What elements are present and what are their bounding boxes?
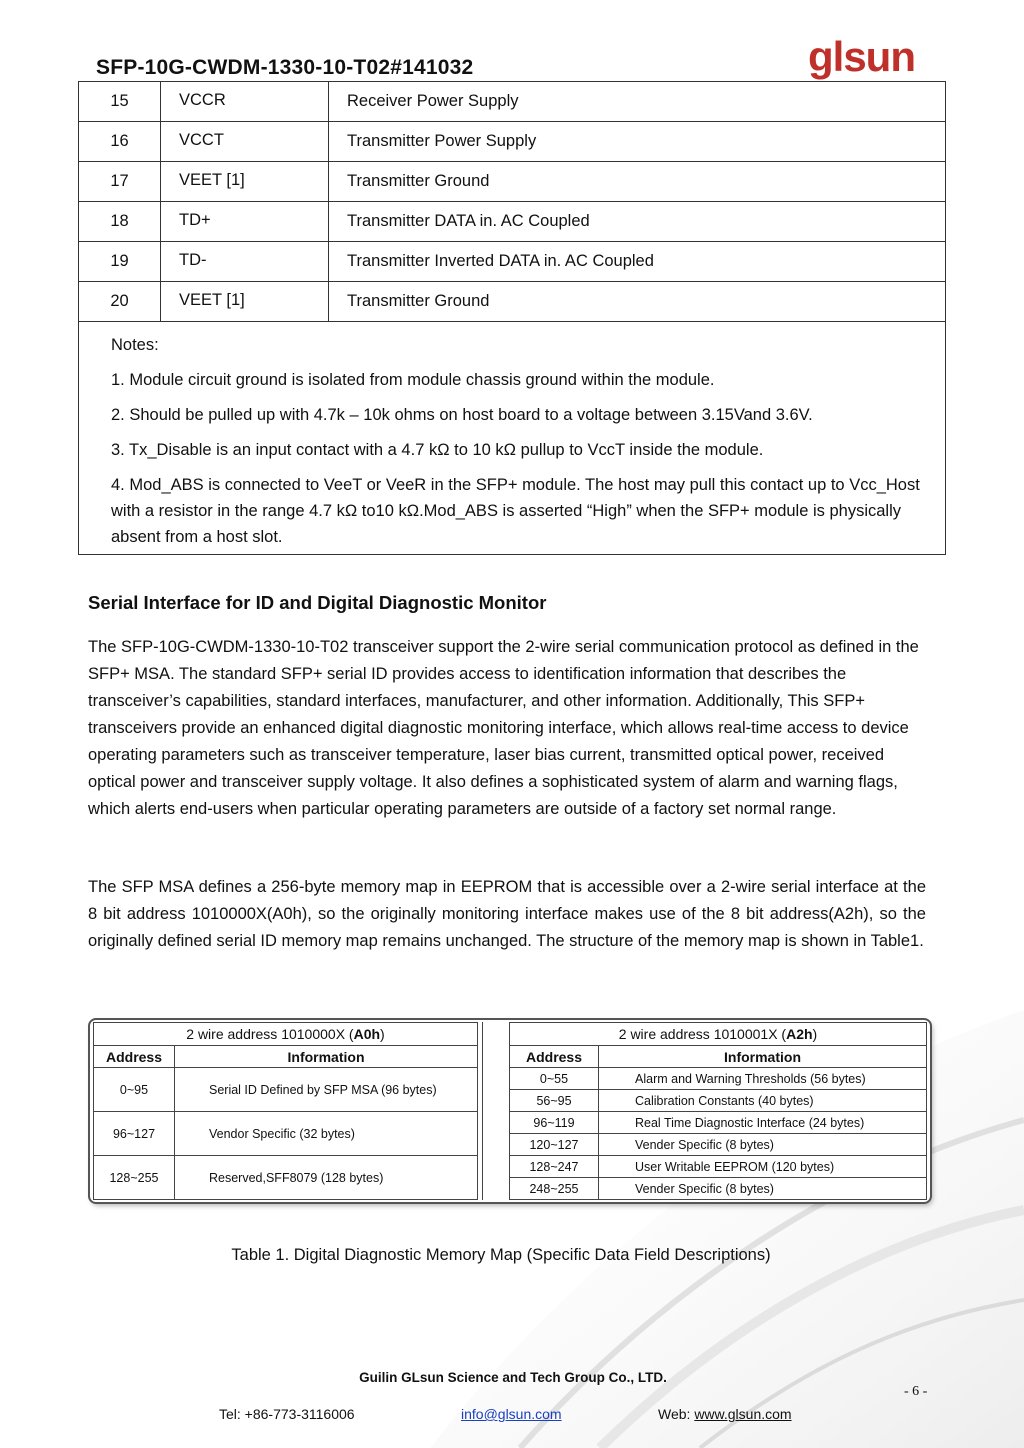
information-cell: Real Time Diagnostic Interface (24 bytes) bbox=[599, 1112, 927, 1134]
table-row bbox=[94, 1156, 478, 1200]
pin-name: TD+ bbox=[161, 202, 329, 242]
pin-description: Transmitter DATA in. AC Coupled bbox=[329, 202, 946, 242]
footer-website-link[interactable]: www.glsun.com bbox=[694, 1406, 792, 1422]
information-cell: Serial ID Defined by SFP MSA (96 bytes) bbox=[175, 1068, 478, 1112]
footer-website bbox=[658, 1406, 792, 1422]
table-row bbox=[79, 162, 946, 202]
memory-map-a2h-title: 2 wire address 1010001X (A2h) bbox=[510, 1023, 927, 1046]
column-header-address: Address bbox=[510, 1046, 599, 1068]
information-cell: User Writable EEPROM (120 bytes) bbox=[599, 1156, 927, 1178]
information-cell: Alarm and Warning Thresholds (56 bytes) bbox=[599, 1068, 927, 1090]
notes-heading: Notes: bbox=[111, 336, 159, 354]
address-cell: 128~247 bbox=[510, 1156, 599, 1178]
pin-number: 19 bbox=[79, 242, 161, 282]
footer-company-name: Guilin GLsun Science and Tech Group Co., LTD. bbox=[359, 1370, 667, 1385]
table-row bbox=[94, 1112, 478, 1156]
table-row bbox=[510, 1134, 927, 1156]
pin-description: Transmitter Power Supply bbox=[329, 122, 946, 162]
address-cell: 96~127 bbox=[94, 1112, 175, 1156]
column-header-address: Address bbox=[94, 1046, 175, 1068]
table-row bbox=[79, 282, 946, 322]
footer-web-label: Web: bbox=[658, 1406, 695, 1422]
pin-description: Receiver Power Supply bbox=[329, 82, 946, 122]
address-cell: 120~127 bbox=[510, 1134, 599, 1156]
address-cell: 56~95 bbox=[510, 1090, 599, 1112]
table-row bbox=[510, 1068, 927, 1090]
table-row bbox=[510, 1112, 927, 1134]
memory-map-a0h-table bbox=[93, 1022, 478, 1200]
address-cell: 248~255 bbox=[510, 1178, 599, 1200]
table-row bbox=[510, 1178, 927, 1200]
information-cell: Vendor Specific (32 bytes) bbox=[175, 1112, 478, 1156]
information-cell: Calibration Constants (40 bytes) bbox=[599, 1090, 927, 1112]
pin-number: 20 bbox=[79, 282, 161, 322]
page-number: - 6 - bbox=[904, 1384, 928, 1399]
pin-number: 17 bbox=[79, 162, 161, 202]
pin-name: VEET [1] bbox=[161, 162, 329, 202]
address-cell: 96~119 bbox=[510, 1112, 599, 1134]
note-item: 2. Should be pulled up with 4.7k – 10k ohms on host board to a voltage between 3.15Vand 3.6V. bbox=[111, 406, 813, 424]
table-row bbox=[79, 242, 946, 282]
table-row bbox=[94, 1068, 478, 1112]
pin-number: 16 bbox=[79, 122, 161, 162]
pin-number: 15 bbox=[79, 82, 161, 122]
information-cell: Vender Specific (8 bytes) bbox=[599, 1178, 927, 1200]
footer-telephone: Tel: +86-773-3116006 bbox=[219, 1406, 355, 1422]
table-row bbox=[79, 82, 946, 122]
column-header-information: Information bbox=[175, 1046, 478, 1068]
body-paragraph: The SFP MSA defines a 256-byte memory map in EEPROM that is accessible over a 2-wire serial interface at the 8 bit address 1010000X(A0h), so the originally monitoring interface makes use of the 8 bit address(A2h), so the originally defined serial ID memory map remains unchanged. The structure of the memory map is shown in Table1. bbox=[88, 878, 926, 950]
notes-row bbox=[79, 322, 946, 555]
table-caption: Table 1. Digital Diagnostic Memory Map (Specific Data Field Descriptions) bbox=[231, 1246, 771, 1264]
pin-name: VCCR bbox=[161, 82, 329, 122]
body-paragraph: The SFP-10G-CWDM-1330-10-T02 transceiver support the 2-wire serial communication protocol as defined in the SFP+ MSA. The standard SFP+ serial ID provides access to identification information that describes the transceiver’s capabilities, standard interfaces, manufacturer, and other information. Additionally, This SFP+ transceivers provide an enhanced digital diagnostic monitoring interface, which allows real-time access to device operating parameters such as transceiver temperature, laser bias current, transmitted optical power, received optical power and transceiver supply voltage. It also defines a sophisticated system of alarm and warning flags, which alerts end-users when particular operating parameters are outside of a factory set normal range. bbox=[88, 638, 919, 818]
table-row bbox=[79, 122, 946, 162]
memory-map-separator bbox=[482, 1022, 510, 1200]
pin-description: Transmitter Inverted DATA in. AC Coupled bbox=[329, 242, 946, 282]
table-row bbox=[79, 202, 946, 242]
address-cell: 128~255 bbox=[94, 1156, 175, 1200]
table-row bbox=[510, 1156, 927, 1178]
pin-description: Transmitter Ground bbox=[329, 282, 946, 322]
note-item: 3. Tx_Disable is an input contact with a 4.7 kΩ to 10 kΩ pullup to VccT inside the module. bbox=[111, 441, 764, 459]
table-row bbox=[510, 1090, 927, 1112]
note-item: 4. Mod_ABS is connected to VeeT or VeeR in the SFP+ module. The host may pull this contact up to Vcc_Host with a resistor in the range 4.7 kΩ to10 kΩ.Mod_ABS is asserted “High” when the SFP+ module is physically absent from a host slot. bbox=[111, 476, 920, 546]
pin-name: TD- bbox=[161, 242, 329, 282]
section-heading: Serial Interface for ID and Digital Diagnostic Monitor bbox=[88, 592, 547, 613]
notes-cell bbox=[79, 322, 946, 555]
information-cell: Reserved,SFF8079 (128 bytes) bbox=[175, 1156, 478, 1200]
information-cell: Vender Specific (8 bytes) bbox=[599, 1134, 927, 1156]
document-title: SFP-10G-CWDM-1330-10-T02#141032 bbox=[96, 56, 474, 79]
address-cell: 0~55 bbox=[510, 1068, 599, 1090]
note-item: 1. Module circuit ground is isolated from module chassis ground within the module. bbox=[111, 371, 715, 389]
pin-name: VCCT bbox=[161, 122, 329, 162]
glsun-logo bbox=[806, 34, 936, 80]
pin-definition-table bbox=[78, 81, 946, 555]
memory-map-a0h-title: 2 wire address 1010000X (A0h) bbox=[94, 1023, 478, 1046]
address-cell: 0~95 bbox=[94, 1068, 175, 1112]
memory-map-a2h-table bbox=[509, 1022, 927, 1200]
svg-text:glsun: glsun bbox=[808, 34, 915, 80]
column-header-information: Information bbox=[599, 1046, 927, 1068]
pin-description: Transmitter Ground bbox=[329, 162, 946, 202]
memory-map-figure bbox=[90, 1020, 930, 1202]
pin-number: 18 bbox=[79, 202, 161, 242]
footer-email-link[interactable]: info@glsun.com bbox=[461, 1406, 562, 1422]
pin-name: VEET [1] bbox=[161, 282, 329, 322]
